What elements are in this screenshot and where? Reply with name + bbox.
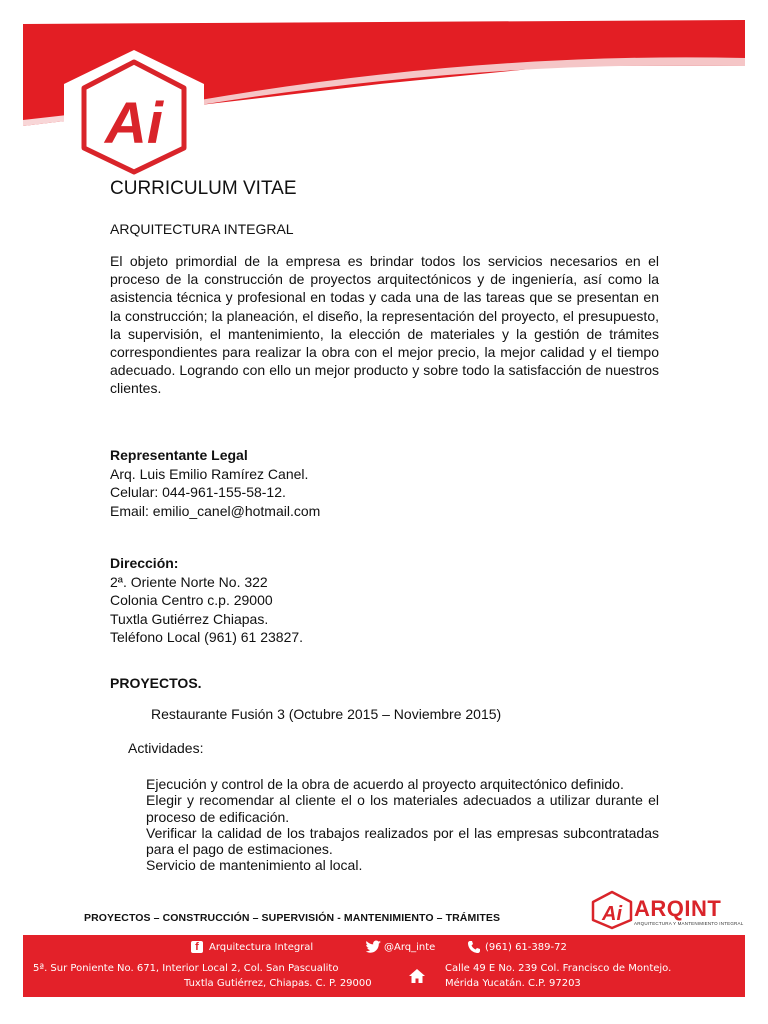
footer-address-left: 5ª. Sur Poniente No. 671, Interior Local 2, Col. San Pascualito: [33, 963, 339, 974]
activity-item: Elegir y recomendar al cliente el o los materiales adecuados a utilizar durante el proceso de edificación.: [146, 792, 659, 825]
address-heading: Dirección:: [110, 555, 179, 571]
arqint-logo: [590, 890, 634, 930]
activity-item: Ejecución y control de la obra de acuerdo al proyecto arquitectónico definido.: [146, 776, 624, 792]
facebook-icon: f: [191, 941, 203, 953]
address-line: Colonia Centro c.p. 29000: [110, 592, 273, 608]
footer-address-left: Tuxtla Gutiérrez, Chiapas. C. P. 29000: [184, 978, 372, 989]
page-title: CURRICULUM VITAE: [110, 178, 297, 199]
activities-list: [146, 776, 659, 874]
footer-address-right: Calle 49 E No. 239 Col. Francisco de Montejo.: [445, 963, 672, 974]
address-section: [110, 554, 303, 647]
company-name: ARQUITECTURA INTEGRAL: [110, 221, 294, 237]
address-line: 2ª. Oriente Norte No. 322: [110, 573, 268, 590]
intro-paragraph: El objeto primordial de la empresa es brindar todos los servicios necesarios en el proceso de la construcción de proyectos arquitectónicos y de ingeniería, así como la asistencia técnica y profesional en todas y cada una de las tareas que se presentan en la construcción; la planeación, el diseño, la representación del proyecto, el presupuesto, la supervisión, el mantenimiento, la elección de materiales y la gestión de trámites correspondientes para realizar la obra con el mejor precio, la mejor calidad y el tiempo adecuado. Logrando con ello un mejor producto y sobre todo la satisfacción de nuestros clientes.: [110, 253, 659, 397]
representative-email: Email: emilio_canel@hotmail.com: [110, 502, 321, 519]
representative-name: Arq. Luis Emilio Ramírez Canel.: [110, 465, 309, 482]
home-icon: [408, 968, 426, 984]
footer: [23, 935, 745, 997]
projects-heading: PROYECTOS.: [110, 675, 202, 691]
brand-tagline: ARQUITECTURA Y MANTENIMIENTO INTEGRAL: [634, 921, 744, 926]
twitter-icon: [366, 940, 382, 954]
footer-phone: (961) 61-389-72: [485, 942, 567, 953]
logo-text: Ai: [105, 91, 163, 156]
activity-item: Servicio de mantenimiento al local.: [146, 857, 363, 874]
project-title: Restaurante Fusión 3 (Octubre 2015 – Noviembre 2015): [151, 706, 502, 722]
twitter-link[interactable]: @Arq_inte: [384, 942, 436, 953]
activity-item: Verificar la calidad de los trabajos realizados por el las empresas subcontratadas para el pago de estimaciones.: [146, 824, 659, 858]
arqint-logo-text: Ai: [602, 903, 622, 925]
address-phone: Teléfono Local (961) 61 23827.: [110, 629, 304, 645]
footer-address-right: Mérida Yucatán. C.P. 97203: [445, 978, 581, 989]
company-logo: [54, 48, 214, 188]
facebook-link[interactable]: Arquitectura Integral: [209, 942, 314, 953]
services-bar: PROYECTOS – CONSTRUCCIÓN – SUPERVISIÓN - MANTENIMIENTO – TRÁMITES: [84, 912, 501, 924]
activities-label: Actividades:: [128, 740, 204, 756]
brand-name: ARQINT: [634, 896, 722, 921]
address-line: Tuxtla Gutiérrez Chiapas.: [110, 610, 269, 627]
phone-icon: [467, 940, 481, 954]
representative-phone: Celular: 044-961-155-58-12.: [110, 484, 286, 500]
legal-representative-section: [110, 446, 320, 520]
legal-representative-heading: Representante Legal: [110, 447, 248, 463]
